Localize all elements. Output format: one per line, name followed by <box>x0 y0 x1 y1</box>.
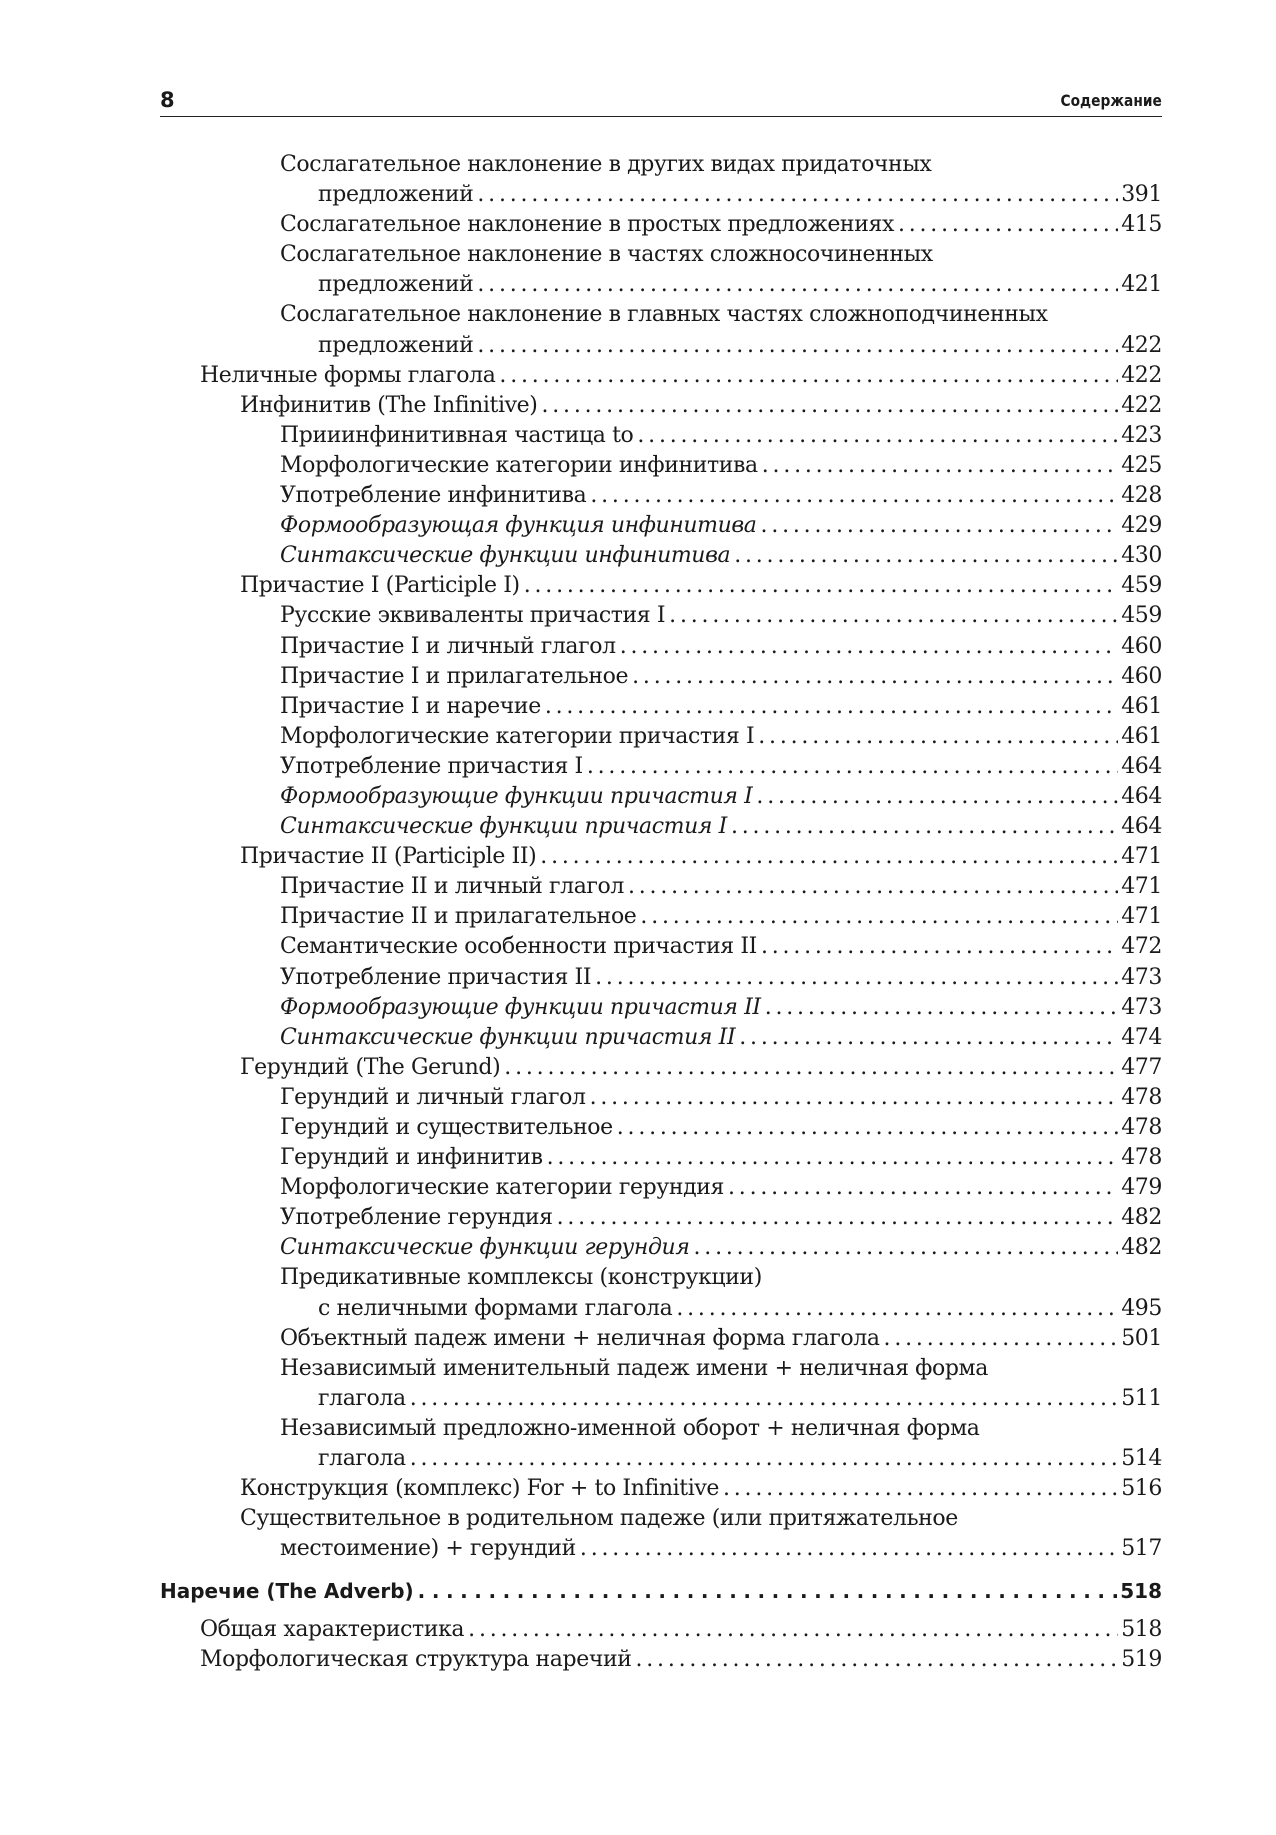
toc-entry-page: 415 <box>1121 212 1162 238</box>
toc-leader-dots <box>723 1474 1118 1504</box>
toc-entry[interactable] <box>160 1384 1162 1414</box>
toc-leader-dots <box>632 662 1118 692</box>
toc-entry-page: 474 <box>1121 1024 1162 1050</box>
toc-entry-title: Употребление причастия I <box>280 753 583 779</box>
toc-entry[interactable] <box>160 1324 1162 1354</box>
toc-entry-title: Независимый именительный падеж имени + неличная форма <box>280 1355 988 1381</box>
toc-entry-title: местоимение) + герундий <box>280 1536 576 1562</box>
toc-entry[interactable] <box>160 692 1162 722</box>
toc-leader-dots <box>477 180 1118 210</box>
toc-leader-dots <box>410 1444 1119 1474</box>
toc-entry[interactable] <box>160 571 1162 601</box>
toc-entry-page: 460 <box>1121 633 1162 659</box>
toc-entry-page: 471 <box>1121 874 1162 900</box>
toc-entry-title: Наречие (The Adverb) <box>160 1579 414 1604</box>
toc-entry-title: Причастие I и личный глагол <box>280 633 616 659</box>
toc-entry-title: Семантические особенности причастия II <box>280 934 757 960</box>
toc-entry-title: Причастие I и наречие <box>280 693 541 719</box>
toc-leader-dots <box>676 1294 1118 1324</box>
page-number: 8 <box>160 88 175 112</box>
toc-entry-title: Употребление герундия <box>280 1205 553 1231</box>
toc-entry-page: 518 <box>1121 1616 1162 1642</box>
toc-entry-title: Морфологическая структура наречий <box>200 1646 632 1672</box>
toc-leader-dots <box>410 1384 1119 1414</box>
toc-entry-title: глагола <box>318 1385 406 1411</box>
toc-leader-dots <box>756 782 1118 812</box>
toc-leader-dots <box>595 963 1118 993</box>
toc-entry[interactable] <box>160 1233 1162 1263</box>
toc-leader-dots <box>628 872 1118 902</box>
toc-entry-title: Причастие I (Participle I) <box>240 573 520 599</box>
toc-entry[interactable] <box>160 812 1162 842</box>
toc-entry-title: Морфологические категории герундия <box>280 1175 724 1201</box>
toc-entry-title: Формообразующие функции причастия I <box>280 783 753 809</box>
toc-leader-dots <box>617 1113 1118 1143</box>
toc-entry-page: 459 <box>1121 603 1162 629</box>
toc-entry-page: 479 <box>1121 1175 1162 1201</box>
toc-entry-title: Герундий (The Gerund) <box>240 1054 501 1080</box>
toc-entry[interactable] <box>160 150 1162 180</box>
toc-entry[interactable] <box>160 300 1162 330</box>
toc-entry-page: 429 <box>1121 513 1162 539</box>
toc-entry[interactable] <box>160 993 1162 1023</box>
toc-entry[interactable] <box>160 391 1162 421</box>
toc-leader-dots <box>418 1576 1118 1606</box>
toc-entry-title: Формообразующая функция инфинитива <box>280 513 757 539</box>
toc-entry[interactable] <box>160 361 1162 391</box>
toc-entry[interactable] <box>160 421 1162 451</box>
toc-entry-page: 422 <box>1121 392 1162 418</box>
toc-leader-dots <box>524 571 1118 601</box>
toc-entry[interactable] <box>160 1023 1162 1053</box>
toc-entry[interactable] <box>160 1504 1162 1534</box>
toc-leader-dots <box>580 1534 1118 1564</box>
toc-entry[interactable] <box>160 1444 1162 1474</box>
running-head <box>160 88 1162 117</box>
toc-entry-page: 478 <box>1121 1084 1162 1110</box>
toc-entry-page: 511 <box>1121 1385 1162 1411</box>
toc-entry[interactable] <box>160 1615 1162 1645</box>
toc-entry[interactable] <box>160 270 1162 300</box>
toc-entry-title: Причастие I и прилагательное <box>280 663 629 689</box>
toc-leader-dots <box>541 391 1118 421</box>
toc-entry-title: Формообразующие функции причастия II <box>280 994 761 1020</box>
section-title: Содержание <box>1060 91 1162 110</box>
toc-leader-dots <box>739 1023 1118 1053</box>
toc-entry-title: Причастие II и прилагательное <box>280 904 637 930</box>
toc-leader-dots <box>590 481 1118 511</box>
toc-entry[interactable] <box>160 963 1162 993</box>
toc-leader-dots <box>758 722 1118 752</box>
table-of-contents <box>160 150 1162 1675</box>
toc-entry[interactable] <box>160 1645 1162 1675</box>
toc-entry-title: Сослагательное наклонение в частях сложносочиненных <box>280 242 933 268</box>
toc-leader-dots <box>477 331 1118 361</box>
toc-entry-title: Инфинитив (The Infinitive) <box>240 392 538 418</box>
toc-leader-dots <box>640 902 1118 932</box>
toc-entry[interactable] <box>160 1414 1162 1444</box>
toc-entry-page: 471 <box>1121 904 1162 930</box>
toc-leader-dots <box>898 210 1118 240</box>
toc-chapter-entry[interactable] <box>160 1576 1162 1606</box>
toc-entry[interactable] <box>160 1083 1162 1113</box>
toc-entry[interactable] <box>160 1143 1162 1173</box>
toc-entry-page: 518 <box>1120 1579 1162 1604</box>
toc-entry-title: предложений <box>318 272 474 298</box>
toc-entry[interactable] <box>160 782 1162 812</box>
toc-leader-dots <box>620 632 1119 662</box>
toc-entry[interactable] <box>160 511 1162 541</box>
toc-entry-title: предложений <box>318 182 474 208</box>
toc-entry-page: 477 <box>1121 1054 1162 1080</box>
toc-entry[interactable] <box>160 902 1162 932</box>
toc-entry[interactable] <box>160 1534 1162 1564</box>
toc-leader-dots <box>694 1233 1119 1263</box>
toc-leader-dots <box>468 1615 1118 1645</box>
toc-entry-title: Причастие II (Participle II) <box>240 844 537 870</box>
toc-entry-title: Сослагательное наклонение в других видах придаточных <box>280 152 932 177</box>
toc-leader-dots <box>540 842 1118 872</box>
toc-entry-title: Морфологические категории инфинитива <box>280 452 758 478</box>
toc-entry-page: 517 <box>1121 1536 1162 1562</box>
toc-entry-page: 482 <box>1121 1235 1162 1261</box>
toc-leader-dots <box>557 1203 1119 1233</box>
toc-entry[interactable] <box>160 481 1162 511</box>
toc-entry-title: Употребление причастия II <box>280 964 592 990</box>
toc-entry[interactable] <box>160 1113 1162 1143</box>
toc-entry-page: 428 <box>1121 483 1162 509</box>
toc-entry-page: 482 <box>1121 1205 1162 1231</box>
toc-entry-title: Неличные формы глагола <box>200 362 496 388</box>
toc-entry[interactable] <box>160 1053 1162 1083</box>
toc-entry[interactable] <box>160 752 1162 782</box>
toc-leader-dots <box>734 541 1118 571</box>
toc-entry-page: 459 <box>1121 573 1162 599</box>
toc-leader-dots <box>884 1324 1119 1354</box>
toc-entry-title: Предикативные комплексы (конструкции) <box>280 1265 762 1291</box>
toc-entry[interactable] <box>160 1474 1162 1504</box>
toc-leader-dots <box>762 451 1118 481</box>
toc-entry-title: Герундий и существительное <box>280 1115 613 1140</box>
toc-entry-title: Синтаксические функции герундия <box>280 1235 690 1261</box>
toc-entry-page: 422 <box>1121 332 1162 358</box>
toc-entry[interactable] <box>160 1173 1162 1203</box>
toc-entry[interactable] <box>160 1203 1162 1233</box>
toc-entry-title: Причастие II и личный глагол <box>280 874 624 900</box>
toc-entry-page: 501 <box>1121 1325 1162 1351</box>
toc-entry-title: Синтаксические функции инфинитива <box>280 543 731 569</box>
toc-entry[interactable] <box>160 932 1162 962</box>
toc-entry[interactable] <box>160 872 1162 902</box>
toc-entry-title: Существительное в родительном падеже (или притяжательное <box>240 1506 958 1532</box>
toc-entry[interactable] <box>160 331 1162 361</box>
toc-entry-page: 421 <box>1121 272 1162 298</box>
toc-leader-dots <box>477 270 1118 300</box>
toc-leader-dots <box>499 361 1118 391</box>
toc-entry[interactable] <box>160 1354 1162 1384</box>
toc-entry-title: Герундий и личный глагол <box>280 1084 586 1110</box>
toc-entry-page: 460 <box>1121 663 1162 689</box>
toc-entry[interactable] <box>160 842 1162 872</box>
toc-entry-page: 473 <box>1121 964 1162 990</box>
toc-entry-page: 423 <box>1121 422 1162 448</box>
toc-leader-dots <box>728 1173 1118 1203</box>
toc-entry-title: Объектный падеж имени + неличная форма глагола <box>280 1325 880 1351</box>
toc-entry-title: с неличными формами глагола <box>318 1295 673 1321</box>
toc-entry-page: 473 <box>1121 994 1162 1020</box>
toc-entry-page: 478 <box>1121 1115 1162 1140</box>
toc-entry-title: глагола <box>318 1446 406 1472</box>
toc-entry-page: 472 <box>1121 934 1162 960</box>
toc-entry-title: предложений <box>318 332 474 358</box>
toc-entry-page: 461 <box>1121 723 1162 749</box>
toc-entry[interactable] <box>160 632 1162 662</box>
toc-entry-page: 391 <box>1121 182 1162 208</box>
toc-entry[interactable] <box>160 210 1162 240</box>
toc-leader-dots <box>547 1143 1119 1173</box>
toc-entry[interactable] <box>160 722 1162 752</box>
toc-entry-page: 514 <box>1121 1446 1162 1472</box>
toc-entry-page: 430 <box>1121 543 1162 569</box>
toc-leader-dots <box>669 601 1118 631</box>
toc-leader-dots <box>635 1645 1118 1675</box>
toc-entry-page: 464 <box>1121 753 1162 779</box>
toc-entry[interactable] <box>160 240 1162 270</box>
toc-entry-page: 495 <box>1121 1295 1162 1321</box>
toc-entry-title: Употребление инфинитива <box>280 483 587 509</box>
toc-leader-dots <box>761 511 1119 541</box>
toc-entry-title: Сослагательное наклонение в главных частях сложноподчиненных <box>280 302 1048 328</box>
toc-entry[interactable] <box>160 180 1162 210</box>
toc-entry-page: 464 <box>1121 814 1162 840</box>
toc-entry-page: 471 <box>1121 844 1162 870</box>
toc-leader-dots <box>587 752 1118 782</box>
toc-entry-title: Синтаксические функции причастия I <box>280 814 727 840</box>
toc-entry-title: Конструкция (комплекс) For + to Infinitive <box>240 1476 719 1502</box>
toc-entry-page: 422 <box>1121 362 1162 388</box>
toc-leader-dots <box>761 932 1118 962</box>
toc-entry-title: Герундий и инфинитив <box>280 1145 543 1171</box>
toc-entry[interactable] <box>160 1263 1162 1293</box>
toc-entry-page: 461 <box>1121 693 1162 719</box>
toc-entry-page: 478 <box>1121 1145 1162 1171</box>
toc-entry-page: 516 <box>1121 1476 1162 1502</box>
toc-leader-dots <box>590 1083 1119 1113</box>
toc-entry-page: 425 <box>1121 452 1162 478</box>
toc-leader-dots <box>765 993 1119 1023</box>
toc-entry-page: 464 <box>1121 783 1162 809</box>
toc-entry-title: Морфологические категории причастия I <box>280 723 755 749</box>
toc-entry[interactable] <box>160 541 1162 571</box>
toc-entry-title: Независимый предложно-именной оборот + неличная форма <box>280 1415 980 1441</box>
toc-leader-dots <box>545 692 1118 722</box>
toc-entry[interactable] <box>160 451 1162 481</box>
toc-entry-title: Русские эквиваленты причастия I <box>280 603 666 629</box>
toc-entry-title: Общая характеристика <box>200 1616 465 1642</box>
toc-entry-page: 519 <box>1121 1646 1162 1672</box>
toc-entry-title: Сослагательное наклонение в простых предложениях <box>280 212 894 238</box>
toc-entry-title: Прииинфинитивная частица to <box>280 422 634 448</box>
toc-entry[interactable] <box>160 601 1162 631</box>
toc-leader-dots <box>504 1053 1118 1083</box>
toc-entry[interactable] <box>160 1294 1162 1324</box>
toc-entry-title: Синтаксические функции причастия II <box>280 1024 736 1050</box>
toc-leader-dots <box>731 812 1118 842</box>
toc-leader-dots <box>637 421 1118 451</box>
toc-entry[interactable] <box>160 662 1162 692</box>
